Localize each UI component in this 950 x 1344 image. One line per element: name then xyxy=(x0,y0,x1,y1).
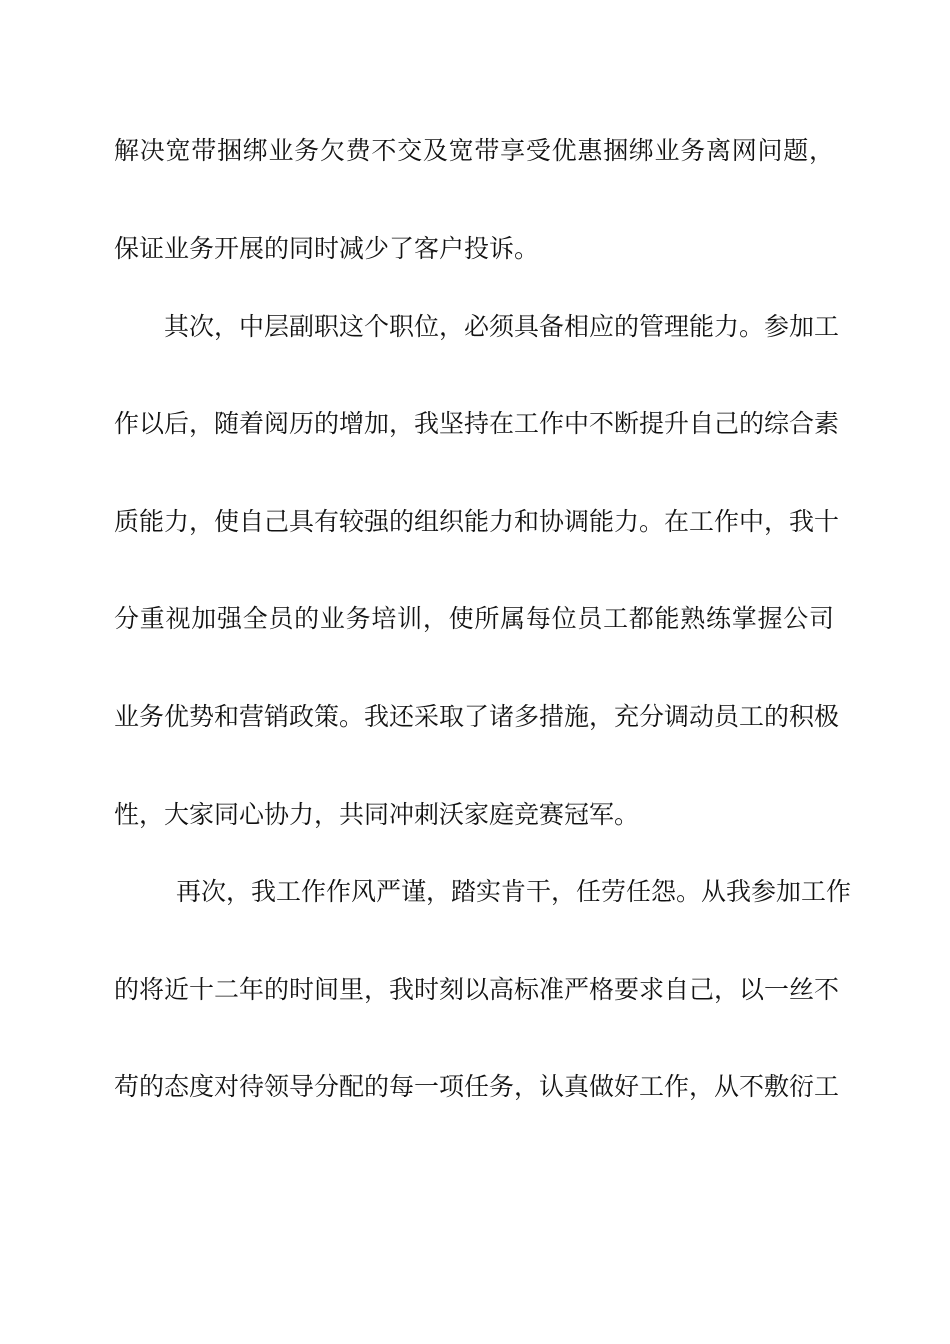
text-line-4: 作以后，随着阅历的增加，我坚持在工作中不断提升自己的综合素 xyxy=(114,409,840,438)
text-line-8: 性，大家同心协力，共同冲刺沃家庭竞赛冠军。 xyxy=(114,800,640,829)
text-line-1: 解决宽带捆绑业务欠费不交及宽带享受优惠捆绑业务离网问题， xyxy=(114,136,834,165)
text-line-11: 苟的态度对待领导分配的每一项任务，认真做好工作，从不敷衍工 xyxy=(114,1072,840,1101)
paragraph-3-line-1: 再次，我工作作风严谨，踏实肯干，任劳任怨。从我参加工作 xyxy=(176,877,852,906)
text-line-2: 保证业务开展的同时减少了客户投诉。 xyxy=(114,234,540,263)
text-line-10: 的将近十二年的时间里，我时刻以高标准严格要求自己，以一丝不 xyxy=(114,975,840,1004)
text-line-5: 质能力，使自己具有较强的组织能力和协调能力。在工作中，我十 xyxy=(114,507,840,536)
text-line-7: 业务优势和营销政策。我还采取了诸多措施，充分调动员工的积极 xyxy=(114,702,840,731)
paragraph-2-line-1: 其次，中层副职这个职位，必须具备相应的管理能力。参加工 xyxy=(164,312,840,341)
text-line-6: 分重视加强全员的业务培训，使所属每位员工都能熟练掌握公司 xyxy=(114,604,834,633)
